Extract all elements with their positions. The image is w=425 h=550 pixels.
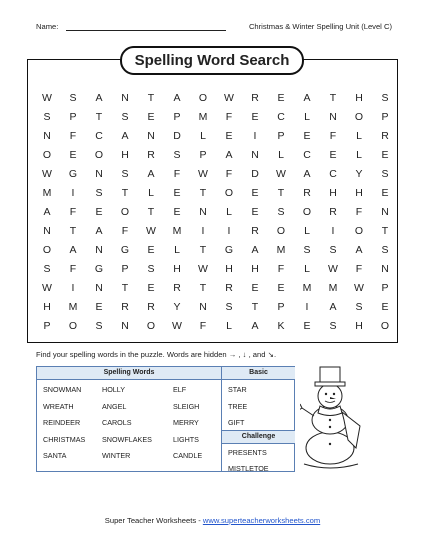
grid-letter: F (355, 206, 363, 218)
grid-letter: L (304, 263, 310, 275)
grid-letter: O (224, 187, 234, 199)
grid-letter: W (328, 263, 338, 275)
grid-letter: R (381, 130, 389, 142)
grid-letter: I (253, 130, 257, 142)
grid-letter: E (381, 149, 389, 161)
grid-letter: M (328, 282, 338, 294)
grid-letter: E (147, 111, 155, 123)
grid-letter: T (147, 206, 155, 218)
spelling-word: HOLLY (102, 385, 126, 394)
grid-letter: F (225, 111, 233, 123)
grid-letter: N (199, 301, 207, 313)
grid-letter: S (95, 187, 103, 199)
grid-letter: C (329, 168, 337, 180)
grid-letter: D (173, 130, 181, 142)
challenge-header: Challenge (222, 430, 295, 444)
grid-letter: D (251, 168, 259, 180)
spelling-word: LIGHTS (173, 434, 199, 444)
grid-letter: A (225, 149, 233, 161)
grid-letter: L (304, 225, 310, 237)
grid-letter: S (95, 320, 103, 332)
spelling-word: CANDLE (173, 451, 203, 460)
grid-letter: A (303, 168, 311, 180)
grid-letter: A (303, 92, 311, 104)
grid-letter: O (198, 92, 208, 104)
grid-letter: W (276, 168, 286, 180)
spelling-word: WINTER (102, 451, 131, 460)
grid-letter: M (42, 187, 52, 199)
spelling-word: SLEIGH (173, 401, 200, 411)
challenge-word: PRESENTS (228, 448, 267, 457)
grid-letter: O (354, 225, 364, 237)
grid-letter: N (95, 244, 103, 256)
grid-letter: P (277, 130, 285, 142)
grid-letter: L (174, 244, 180, 256)
grid-letter: W (224, 92, 234, 104)
grid-letter: S (381, 244, 389, 256)
spelling-word: CHRISTMAS (43, 434, 86, 444)
grid-letter: E (277, 92, 285, 104)
grid-letter: C (95, 130, 103, 142)
grid-letter: R (173, 282, 181, 294)
basic-header: Basic (222, 367, 295, 380)
word-table (36, 366, 295, 472)
grid-letter: A (95, 92, 103, 104)
grid-letter: N (43, 130, 51, 142)
grid-letter: O (146, 320, 156, 332)
grid-letter: S (381, 92, 389, 104)
grid-letter: T (277, 187, 285, 199)
grid-letter: P (43, 320, 51, 332)
page-title: Spelling Word Search (120, 46, 304, 75)
grid-letter: A (121, 130, 129, 142)
grid-letter: S (277, 206, 285, 218)
grid-letter: L (278, 149, 284, 161)
grid-letter: M (68, 301, 78, 313)
grid-letter: R (147, 301, 155, 313)
spelling-words-column (37, 367, 221, 471)
grid-letter: O (68, 320, 78, 332)
grid-letter: E (303, 320, 311, 332)
grid-letter: O (354, 111, 364, 123)
spelling-words-header: Spelling Words (37, 367, 221, 380)
grid-letter: R (225, 282, 233, 294)
grid-letter: W (42, 168, 52, 180)
grid-letter: M (302, 282, 312, 294)
grid-letter: L (226, 320, 232, 332)
grid-letter: N (95, 168, 103, 180)
spelling-word: SNOWMAN (43, 385, 82, 394)
grid-letter: F (69, 206, 77, 218)
grid-letter: A (355, 244, 363, 256)
grid-letter: N (381, 206, 389, 218)
grid-letter: S (43, 263, 51, 275)
grid-letter: L (148, 187, 154, 199)
spelling-word: ANGEL (102, 401, 127, 411)
footer (0, 516, 425, 525)
grid-letter: E (173, 187, 181, 199)
grid-letter: H (173, 263, 181, 275)
grid-letter: O (94, 149, 104, 161)
grid-letter: T (199, 187, 207, 199)
grid-letter: F (329, 130, 337, 142)
grid-letter: E (277, 282, 285, 294)
grid-letter: P (121, 263, 129, 275)
grid-letter: E (147, 244, 155, 256)
spelling-word: MERRY (173, 418, 199, 427)
grid-letter: E (303, 130, 311, 142)
basic-word: GIFT (228, 418, 245, 427)
grid-letter: I (71, 282, 75, 294)
grid-letter: C (277, 111, 285, 123)
grid-letter: P (173, 111, 181, 123)
unit-title: Christmas & Winter Spelling Unit (Level C) (248, 22, 392, 31)
grid-letter: T (329, 92, 337, 104)
grid-letter: W (146, 225, 156, 237)
grid-letter: N (329, 111, 337, 123)
grid-letter: O (302, 206, 312, 218)
grid-letter: R (251, 225, 259, 237)
grid-letter: W (354, 282, 364, 294)
basic-word: TREE (228, 401, 248, 411)
grid-letter: H (329, 187, 337, 199)
grid-letter: F (355, 263, 363, 275)
grid-letter: H (225, 263, 233, 275)
grid-letter: R (147, 149, 155, 161)
grid-letter: W (42, 92, 52, 104)
grid-letter: A (69, 244, 77, 256)
grid-letter: I (305, 301, 309, 313)
footer-text: Super Teacher Worksheets - (104, 516, 203, 525)
grid-letter: N (147, 130, 155, 142)
grid-letter: N (95, 282, 103, 294)
grid-letter: O (42, 244, 52, 256)
grid-letter: E (251, 206, 259, 218)
grid-letter: E (329, 149, 337, 161)
grid-letter: T (381, 225, 389, 237)
grid-letter: L (226, 206, 232, 218)
grid-letter: A (173, 92, 181, 104)
grid-letter: G (120, 244, 130, 256)
instructions: Find your spelling words in the puzzle. Words are hidden → , ↓ , and ↘. (36, 350, 277, 359)
grid-letter: E (225, 130, 233, 142)
grid-letter: O (276, 225, 286, 237)
grid-letter: G (94, 263, 104, 275)
grid-letter: H (355, 92, 363, 104)
grid-letter: L (356, 149, 362, 161)
grid-letter: A (95, 225, 103, 237)
grid-letter: L (200, 130, 206, 142)
grid-letter: S (147, 263, 155, 275)
grid-letter: T (199, 244, 207, 256)
grid-letter: A (43, 206, 51, 218)
grid-letter: N (121, 92, 129, 104)
grid-letter: F (121, 225, 129, 237)
grid-letter: E (95, 206, 103, 218)
letter-grid (28, 60, 397, 342)
grid-letter: S (329, 320, 337, 332)
spelling-word: WREATH (43, 401, 74, 411)
grid-letter: F (69, 130, 77, 142)
grid-letter: P (381, 111, 389, 123)
grid-letter: Y (355, 168, 363, 180)
grid-letter: H (355, 187, 363, 199)
grid-letter: S (303, 244, 311, 256)
grid-letter: W (42, 282, 52, 294)
grid-letter: A (251, 320, 259, 332)
grid-letter: T (121, 282, 129, 294)
grid-letter: N (381, 263, 389, 275)
grid-letter: E (381, 301, 389, 313)
grid-letter: I (331, 225, 335, 237)
grid-letter: O (42, 149, 52, 161)
grid-letter: H (43, 301, 51, 313)
grid-letter: T (251, 301, 259, 313)
basic-word: STAR (228, 385, 247, 394)
grid-letter: E (381, 187, 389, 199)
grid-letter: T (95, 111, 103, 123)
grid-letter: S (121, 168, 129, 180)
grid-letter: H (251, 263, 259, 275)
grid-letter: F (199, 320, 207, 332)
name-label: Name: (36, 22, 59, 31)
grid-letter: S (381, 168, 389, 180)
grid-letter: F (225, 168, 233, 180)
grid-letter: W (198, 263, 208, 275)
grid-letter: M (276, 244, 286, 256)
spelling-word: CAROLS (102, 418, 132, 427)
grid-letter: E (251, 282, 259, 294)
puzzle-box (27, 59, 398, 343)
grid-letter: N (251, 149, 259, 161)
grid-letter: E (251, 111, 259, 123)
grid-letter: A (251, 244, 259, 256)
spelling-word: ELF (173, 385, 187, 394)
grid-letter: T (147, 92, 155, 104)
grid-letter: H (121, 149, 129, 161)
spelling-word: REINDEER (43, 418, 81, 427)
challenge-word: MISTLETOE (228, 463, 269, 473)
grid-letter: M (198, 111, 208, 123)
grid-letter: R (251, 92, 259, 104)
grid-letter: N (121, 320, 129, 332)
grid-letter: T (199, 282, 207, 294)
grid-letter: T (69, 225, 77, 237)
grid-letter: Y (173, 301, 181, 313)
grid-letter: G (224, 244, 234, 256)
snowman-icon (300, 360, 366, 470)
grid-letter: F (277, 263, 285, 275)
grid-letter: E (173, 206, 181, 218)
grid-letter: T (121, 187, 129, 199)
grid-letter: W (172, 320, 182, 332)
grid-letter: W (198, 168, 208, 180)
basic-challenge-column (221, 367, 295, 471)
grid-letter: I (227, 225, 231, 237)
footer-link[interactable]: www.superteacherworksheets.com (202, 516, 321, 525)
grid-letter: E (147, 282, 155, 294)
grid-letter: I (201, 225, 205, 237)
grid-letter: C (303, 149, 311, 161)
grid-letter: A (147, 168, 155, 180)
grid-letter: S (43, 111, 51, 123)
grid-letter: P (69, 111, 77, 123)
spelling-word: SANTA (43, 451, 67, 460)
grid-letter: E (69, 149, 77, 161)
grid-letter: N (43, 225, 51, 237)
grid-letter: N (199, 206, 207, 218)
grid-letter: O (380, 320, 390, 332)
worksheet-header (36, 22, 392, 36)
grid-letter: I (71, 187, 75, 199)
grid-letter: S (121, 111, 129, 123)
grid-letter: F (173, 168, 181, 180)
grid-letter: E (95, 301, 103, 313)
grid-letter: S (355, 301, 363, 313)
grid-letter: L (356, 130, 362, 142)
grid-letter: P (199, 149, 207, 161)
grid-letter: F (69, 263, 77, 275)
grid-letter: A (329, 301, 337, 313)
grid-letter: S (225, 301, 233, 313)
grid-letter: P (277, 301, 285, 313)
grid-letter: H (355, 320, 363, 332)
grid-letter: R (121, 301, 129, 313)
grid-letter: O (120, 206, 130, 218)
grid-letter: K (277, 320, 285, 332)
grid-letter: S (329, 244, 337, 256)
grid-letter: P (381, 282, 389, 294)
grid-letter: M (172, 225, 182, 237)
grid-letter: L (304, 111, 310, 123)
grid-letter: G (68, 168, 78, 180)
grid-letter: E (251, 187, 259, 199)
grid-letter: R (329, 206, 337, 218)
grid-letter: S (173, 149, 181, 161)
grid-letter: R (303, 187, 311, 199)
spelling-word: SNOWFLAKES (102, 434, 152, 444)
grid-letter: S (69, 92, 77, 104)
name-field[interactable] (66, 30, 226, 31)
